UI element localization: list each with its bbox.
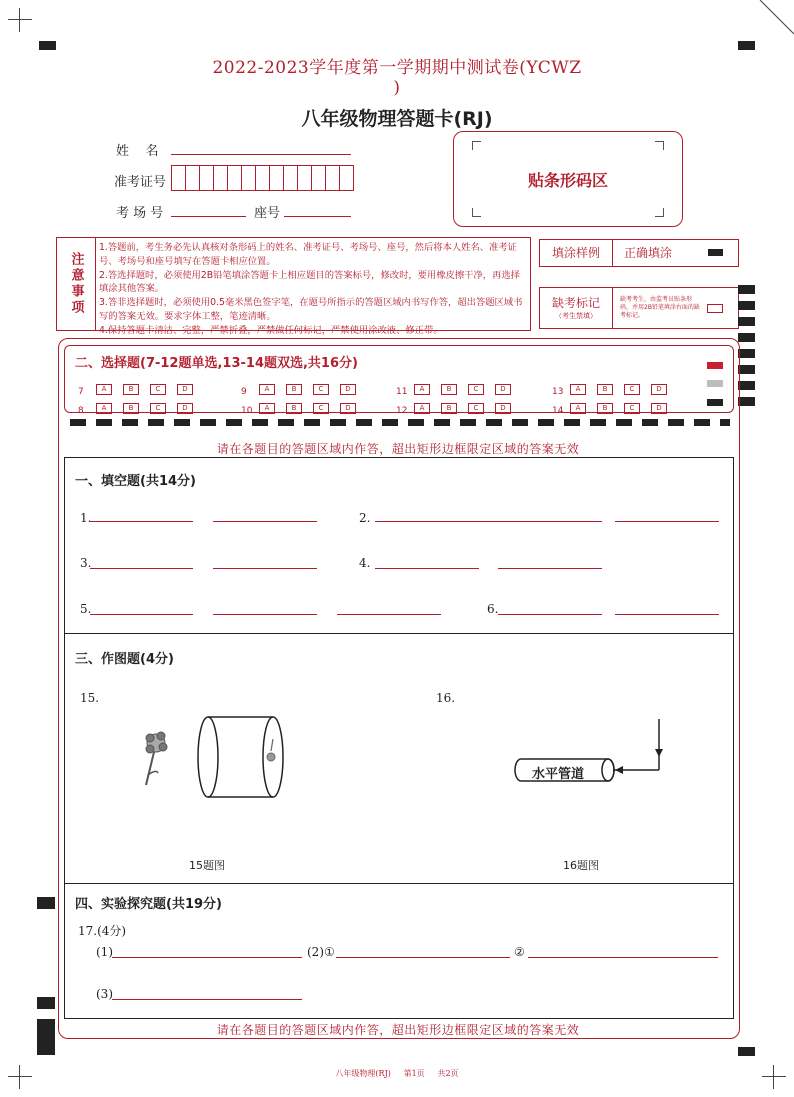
timing-mark bbox=[738, 349, 755, 358]
room-field[interactable] bbox=[171, 202, 246, 217]
fill-in-section bbox=[64, 457, 734, 634]
mc-title: 二、选择题(7-12题单选,13-14题双选,共16分) bbox=[75, 356, 358, 371]
room-label: 考 场 号 bbox=[116, 206, 164, 221]
q17-part2-blank-2[interactable] bbox=[528, 956, 718, 958]
figure-15-caption: 15题图 bbox=[189, 859, 225, 872]
timing-mark bbox=[738, 41, 755, 50]
timing-mark bbox=[738, 365, 755, 374]
option-D[interactable]: D bbox=[340, 403, 356, 414]
option-C[interactable]: C bbox=[313, 384, 329, 395]
option-C[interactable]: C bbox=[624, 403, 640, 414]
option-A[interactable]: A bbox=[570, 384, 586, 395]
absent-mark-box bbox=[539, 287, 739, 329]
figure-16 bbox=[505, 715, 675, 790]
q2-label: 2. bbox=[359, 511, 371, 525]
q6-blank-2[interactable] bbox=[615, 613, 719, 615]
timing-mark bbox=[738, 285, 755, 294]
option-C[interactable]: C bbox=[468, 403, 484, 414]
card-subtitle: 八年级物理答题卡(RJ) bbox=[301, 108, 493, 130]
q17-part1-label: (1) bbox=[96, 945, 113, 959]
option-A[interactable]: A bbox=[96, 384, 112, 395]
timing-strip bbox=[70, 419, 730, 426]
name-field[interactable] bbox=[171, 140, 351, 155]
footer-subject: 八年级物理(RJ) bbox=[335, 1069, 391, 1078]
absent-description: 缺考考生，由监考员贴条形码，并用2B铅笔填涂右面的缺考标记。 bbox=[620, 296, 700, 319]
q4-label: 4. bbox=[359, 556, 371, 570]
q1-blank-2[interactable] bbox=[213, 520, 317, 522]
q16-label: 16. bbox=[436, 691, 456, 705]
fill-in-title: 一、填空题(共14分) bbox=[75, 474, 196, 489]
q3-blank-1[interactable] bbox=[90, 567, 193, 569]
timing-mark bbox=[738, 301, 755, 310]
option-A[interactable]: A bbox=[96, 403, 112, 414]
absent-sublabel: （考生禁填） bbox=[555, 312, 597, 320]
timing-mark bbox=[39, 41, 56, 50]
option-B[interactable]: B bbox=[286, 403, 302, 414]
option-B[interactable]: B bbox=[286, 384, 302, 395]
q2-blank-1[interactable] bbox=[375, 520, 602, 522]
q4-blank-1[interactable] bbox=[375, 567, 479, 569]
absent-label: 缺考标记 bbox=[551, 296, 600, 310]
option-B[interactable]: B bbox=[441, 384, 457, 395]
q4-blank-2[interactable] bbox=[498, 567, 602, 569]
seat-field[interactable] bbox=[284, 202, 351, 217]
crop-mark-top-right bbox=[748, 0, 794, 40]
footer-page: 第1页 bbox=[403, 1069, 425, 1078]
pipe-label: 水平管道 bbox=[532, 767, 585, 782]
timing-mark bbox=[37, 1019, 55, 1055]
option-B[interactable]: B bbox=[597, 384, 613, 395]
timing-mark bbox=[37, 897, 55, 909]
seat-label: 座号 bbox=[254, 206, 281, 221]
option-B[interactable]: B bbox=[123, 403, 139, 414]
q6-blank-1[interactable] bbox=[498, 613, 602, 615]
option-C[interactable]: C bbox=[624, 384, 640, 395]
option-C[interactable]: C bbox=[150, 403, 166, 414]
q17-part3-blank[interactable] bbox=[112, 998, 302, 1000]
footer-total: 共2页 bbox=[437, 1069, 459, 1078]
q5-blank-3[interactable] bbox=[337, 613, 441, 615]
option-D[interactable]: D bbox=[340, 384, 356, 395]
experiment-title: 四、实验探究题(共19分) bbox=[75, 897, 222, 912]
crop-mark-top-left bbox=[8, 8, 32, 32]
option-A[interactable]: A bbox=[259, 384, 275, 395]
option-D[interactable]: D bbox=[495, 384, 511, 395]
timing-mark bbox=[738, 333, 755, 342]
q1-blank-1[interactable] bbox=[90, 520, 193, 522]
fill-sample-label: 填涂样例 bbox=[540, 240, 613, 266]
q3-blank-2[interactable] bbox=[213, 567, 317, 569]
q5-blank-2[interactable] bbox=[213, 613, 317, 615]
q17-part2-label: (2)① bbox=[307, 945, 335, 959]
calibration-mark-red bbox=[707, 362, 723, 369]
notice-text: 1.答题前，考生务必先认真核对条形码上的姓名、准考证号、考场号、座号，然后将本人姓名、准考证号、考场号和座号填写在答题卡相应位置。 2.答选择题时，必须使用2B铅笔填涂答题卡上相应题目的答案标号，修改时，要用橡皮擦干净，再选择填涂其他答案。 3.答非选择题时，必须使用0.5毫米黑色签字笔，在题号所指示的答题区域内书写作答，超出答题区域书写的答案无效。要求字体工整，笔迹清晰。 4.保持答题卡清洁、完整，严禁折叠，严禁做任何标记，严禁使用涂改液、修正带。 bbox=[99, 242, 523, 336]
q17-part1-blank[interactable] bbox=[112, 956, 302, 958]
figure-15 bbox=[128, 705, 298, 805]
id-number-grid[interactable] bbox=[171, 165, 354, 191]
option-C[interactable]: C bbox=[313, 403, 329, 414]
calibration-mark-black bbox=[707, 399, 723, 406]
figure-16-caption: 16题图 bbox=[563, 859, 599, 872]
q17-part2b-label: ② bbox=[514, 945, 525, 959]
q3-label: 3. bbox=[80, 556, 92, 570]
filled-mark-sample bbox=[708, 249, 723, 256]
q2-blank-2[interactable] bbox=[615, 520, 719, 522]
timing-mark bbox=[738, 381, 755, 390]
drawing-title: 三、作图题(4分) bbox=[75, 652, 174, 667]
timing-mark bbox=[37, 997, 55, 1009]
q5-blank-1[interactable] bbox=[90, 613, 193, 615]
notice-box bbox=[56, 237, 531, 336]
barcode-area bbox=[453, 131, 683, 227]
option-C[interactable]: C bbox=[150, 384, 166, 395]
option-A[interactable]: A bbox=[259, 403, 275, 414]
option-D[interactable]: D bbox=[177, 384, 193, 395]
option-D[interactable]: D bbox=[651, 384, 667, 395]
name-label: 姓 名 bbox=[116, 144, 159, 159]
footer bbox=[0, 1068, 794, 1079]
calibration-mark-gray bbox=[707, 380, 723, 387]
option-C[interactable]: C bbox=[468, 384, 484, 395]
id-label: 准考证号 bbox=[114, 175, 167, 190]
timing-mark bbox=[738, 397, 755, 406]
q5-label: 5. bbox=[80, 602, 92, 616]
answer-warning-top: 请在各题目的答题区域内作答，超出矩形边框限定区域的答案无效 bbox=[216, 442, 580, 456]
option-A[interactable]: A bbox=[570, 403, 586, 414]
option-D[interactable]: D bbox=[495, 403, 511, 414]
absent-checkbox[interactable] bbox=[707, 304, 723, 313]
correct-fill-label: 正确填涂 bbox=[624, 246, 673, 260]
exam-title: 2022-2023学年度第一学期期中测试卷(YCWZ ) bbox=[212, 58, 582, 98]
option-A[interactable]: A bbox=[414, 384, 430, 395]
q17-part3-label: (3) bbox=[96, 987, 113, 1001]
option-B[interactable]: B bbox=[441, 403, 457, 414]
q15-label: 15. bbox=[80, 691, 100, 705]
option-B[interactable]: B bbox=[123, 384, 139, 395]
q17-part2-blank-1[interactable] bbox=[336, 956, 510, 958]
answer-warning-bottom: 请在各题目的答题区域内作答，超出矩形边框限定区域的答案无效 bbox=[216, 1023, 580, 1037]
flower-icon bbox=[146, 732, 167, 785]
option-B[interactable]: B bbox=[597, 403, 613, 414]
timing-mark bbox=[738, 1047, 755, 1056]
timing-mark bbox=[738, 317, 755, 326]
option-A[interactable]: A bbox=[414, 403, 430, 414]
q17-label: 17.(4分) bbox=[78, 924, 127, 938]
option-D[interactable]: D bbox=[177, 403, 193, 414]
q1-label: 1. bbox=[80, 511, 92, 525]
barcode-label: 贴条形码区 bbox=[527, 171, 608, 190]
q6-label: 6. bbox=[487, 602, 499, 616]
notice-label: 注意事项 bbox=[68, 252, 84, 316]
fill-sample-box bbox=[539, 239, 739, 267]
option-D[interactable]: D bbox=[651, 403, 667, 414]
